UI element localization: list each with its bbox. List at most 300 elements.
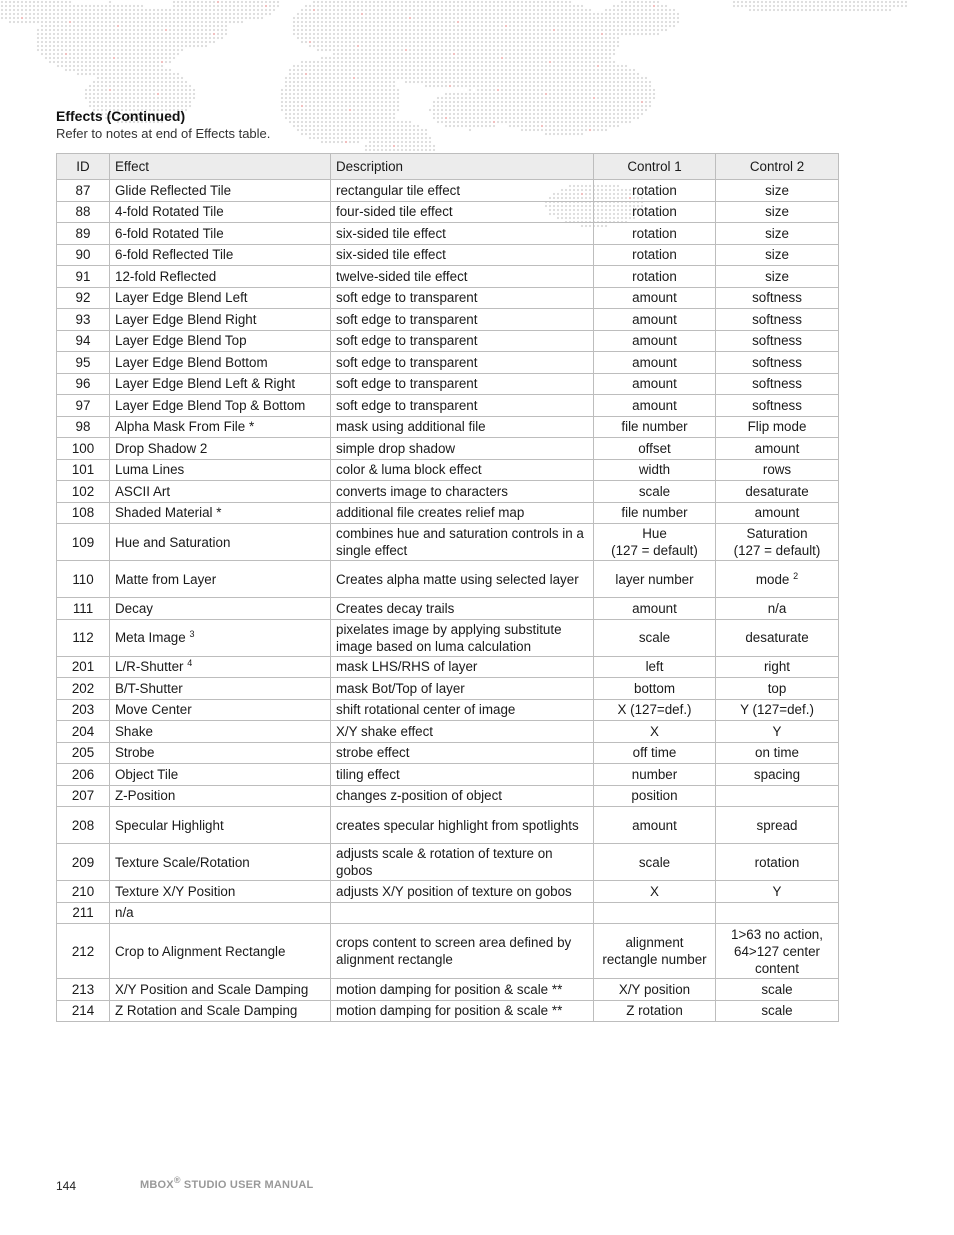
cell-effect-text: Specular Highlight: [115, 817, 224, 833]
cell-effect-text: Shaded Material *: [115, 505, 222, 521]
cell-control-2: [716, 721, 839, 743]
cell-control-1-text: rotation: [632, 225, 677, 241]
cell-id: [57, 678, 110, 700]
cell-control-1: [594, 481, 716, 503]
cell-control-1: [594, 352, 716, 374]
cell-effect: [110, 481, 331, 503]
cell-effect-text: Move Center: [115, 702, 192, 718]
table-row: [57, 924, 839, 979]
cell-effect: [110, 180, 331, 202]
cell-control-1: [594, 438, 716, 460]
table-row: [57, 902, 839, 924]
cell-control-2-text: softness: [752, 376, 802, 392]
cell-control-1-text: width: [638, 462, 671, 478]
table-row: [57, 699, 839, 721]
cell-description-text: soft edge to transparent: [336, 354, 478, 370]
cell-effect-text: 6-fold Reflected Tile: [115, 247, 234, 263]
cell-effect: [110, 844, 331, 881]
cell-control-2-text: scale: [761, 1003, 793, 1019]
cell-control-2-text: softness: [752, 311, 802, 327]
cell-control-2: [716, 619, 839, 656]
cell-control-1-text: scale: [638, 854, 671, 870]
cell-id: [57, 287, 110, 309]
cell-control-1: [594, 785, 716, 807]
cell-description-text: strobe effect: [336, 745, 410, 761]
cell-effect-text: Luma Lines: [115, 462, 185, 478]
cell-control-2: [716, 598, 839, 620]
cell-id: [57, 844, 110, 881]
cell-control-1: [594, 902, 716, 924]
cell-effect-text: Layer Edge Blend Right: [115, 311, 257, 327]
cell-control-2-text: Y: [772, 723, 782, 739]
cell-effect: [110, 373, 331, 395]
cell-description-text: six-sided tile effect: [336, 225, 446, 241]
table-row: [57, 459, 839, 481]
cell-control-1: [594, 201, 716, 223]
page-title: Effects (Continued): [56, 108, 186, 124]
cell-effect: [110, 902, 331, 924]
cell-control-1: [594, 373, 716, 395]
cell-control-2: [716, 244, 839, 266]
cell-effect: [110, 979, 331, 1001]
cell-id-text: 92: [75, 290, 91, 306]
cell-id: [57, 438, 110, 460]
cell-control-2: [716, 416, 839, 438]
cell-id-text: 90: [75, 247, 91, 263]
cell-description-text: X/Y shake effect: [336, 723, 434, 739]
manual-title: [140, 1175, 314, 1191]
cell-control-1-text: layer number: [615, 571, 694, 587]
cell-effect: [110, 502, 331, 524]
table-row: [57, 721, 839, 743]
cell-control-1: [594, 1000, 716, 1022]
cell-id: [57, 619, 110, 656]
cell-control-2: [716, 979, 839, 1001]
cell-control-2: [716, 180, 839, 202]
cell-effect: [110, 721, 331, 743]
cell-control-2-text: spacing: [753, 766, 801, 782]
cell-id: [57, 266, 110, 288]
cell-id-text: 110: [72, 571, 94, 587]
cell-control-1: [594, 330, 716, 352]
cell-control-2-text: size: [765, 268, 789, 284]
cell-control-2-text: size: [765, 204, 789, 220]
table-row: [57, 330, 839, 352]
cell-effect-text: Strobe: [115, 745, 155, 761]
table-header-row: [57, 154, 839, 180]
cell-id-text: 208: [71, 817, 95, 833]
cell-control-2-text: softness: [752, 354, 802, 370]
cell-id-text: 205: [71, 745, 95, 761]
cell-effect-text: Z Rotation and Scale Damping: [115, 1003, 298, 1019]
cell-id: [57, 721, 110, 743]
cell-control-1-text: Z rotation: [626, 1003, 683, 1019]
cell-control-1: [594, 678, 716, 700]
cell-control-2-text: scale: [761, 981, 793, 997]
table-row: [57, 598, 839, 620]
cell-description: [331, 244, 594, 266]
cell-control-1-text: amount: [632, 290, 677, 306]
cell-id: [57, 416, 110, 438]
column-header-control-1: Control 1: [594, 154, 716, 180]
cell-effect: [110, 266, 331, 288]
cell-description: [331, 180, 594, 202]
cell-control-2: [716, 785, 839, 807]
table-row: [57, 764, 839, 786]
cell-id-text: 112: [72, 630, 94, 645]
manual-brand: MBOX: [140, 1179, 174, 1191]
cell-control-1: [594, 598, 716, 620]
cell-effect-text: Hue and Saturation: [115, 534, 231, 550]
cell-control-1-text: amount: [632, 333, 677, 349]
cell-description-text: shift rotational center of image: [336, 702, 516, 718]
cell-description-text: mask LHS/RHS of layer: [336, 659, 478, 675]
cell-control-2-text: softness: [752, 290, 802, 306]
table-row: [57, 1000, 839, 1022]
cell-id-text: 102: [71, 483, 95, 499]
cell-description: [331, 924, 594, 979]
cell-description: [331, 807, 594, 844]
cell-control-2: [716, 502, 839, 524]
cell-id-text: 214: [71, 1003, 95, 1019]
cell-control-2: [716, 330, 839, 352]
cell-description: [331, 764, 594, 786]
cell-description-text: additional file creates relief map: [336, 505, 525, 521]
cell-control-2-text: size: [765, 182, 789, 198]
cell-control-1-text: amount: [632, 354, 677, 370]
cell-description-text: changes z-position of object: [336, 788, 502, 804]
cell-control-2: [716, 524, 839, 561]
cell-description: [331, 459, 594, 481]
cell-id-text: 203: [71, 702, 95, 718]
cell-id: [57, 524, 110, 561]
cell-control-1: [594, 287, 716, 309]
cell-control-2: [716, 395, 839, 417]
cell-id-text: 202: [71, 680, 95, 696]
table-row: [57, 223, 839, 245]
cell-id-text: 212: [71, 943, 95, 959]
cell-id: [57, 742, 110, 764]
cell-id-text: 210: [71, 883, 95, 899]
cell-control-2: [716, 561, 839, 598]
cell-control-2: [716, 438, 839, 460]
cell-id-text: 91: [75, 268, 91, 284]
cell-effect-text: L/R-Shutter: [115, 659, 184, 675]
cell-control-2-text: top: [767, 680, 787, 696]
cell-effect-text: B/T-Shutter: [115, 680, 183, 696]
cell-control-1-text: amount: [632, 311, 677, 327]
cell-description-text: soft edge to transparent: [336, 397, 478, 413]
table-row: [57, 201, 839, 223]
cell-description-text: soft edge to transparent: [336, 290, 478, 306]
cell-control-2-text: size: [765, 225, 789, 241]
cell-control-1-text: left: [645, 659, 664, 675]
cell-control-2: [716, 924, 839, 979]
cell-control-2-text: spread: [756, 817, 798, 833]
cell-effect: [110, 459, 331, 481]
cell-id: [57, 502, 110, 524]
table-row: [57, 481, 839, 503]
cell-control-1-text: X (127=def.): [617, 702, 692, 718]
cell-effect: [110, 678, 331, 700]
table-row: [57, 502, 839, 524]
cell-effect-text: Z-Position: [115, 788, 176, 804]
cell-description-text: tiling effect: [336, 766, 400, 782]
table-row: [57, 785, 839, 807]
table-row: [57, 244, 839, 266]
cell-description-text: adjusts X/Y position of texture on gobos: [336, 883, 572, 899]
cell-id-text: 87: [75, 182, 91, 198]
cell-description: [331, 438, 594, 460]
cell-description-text: mask Bot/Top of layer: [336, 680, 465, 696]
cell-control-1: [594, 764, 716, 786]
cell-id: [57, 598, 110, 620]
cell-effect: [110, 330, 331, 352]
cell-control-1-text: position: [631, 788, 678, 804]
cell-effect: [110, 223, 331, 245]
table-row: [57, 979, 839, 1001]
table-row: [57, 524, 839, 561]
cell-control-1: [594, 266, 716, 288]
cell-control-1-text: scale: [638, 483, 671, 499]
cell-control-2-text: Saturation: [746, 526, 808, 541]
cell-effect-text: Layer Edge Blend Left & Right: [115, 376, 296, 392]
cell-effect: [110, 699, 331, 721]
cell-effect: [110, 524, 331, 561]
cell-description-text: motion damping for position & scale **: [336, 1003, 563, 1019]
cell-effect: [110, 395, 331, 417]
cell-id: [57, 699, 110, 721]
cell-control-1-text: alignment rectangle number: [602, 935, 707, 967]
cell-effect-text: n/a: [115, 905, 134, 921]
cell-id: [57, 764, 110, 786]
cell-id: [57, 244, 110, 266]
table-row: [57, 373, 839, 395]
cell-id: [57, 330, 110, 352]
cell-effect: [110, 742, 331, 764]
cell-description: [331, 561, 594, 598]
cell-id-text: 95: [75, 354, 91, 370]
cell-effect: [110, 881, 331, 903]
cell-effect-text: 4-fold Rotated Tile: [115, 204, 224, 220]
cell-control-1: [594, 416, 716, 438]
footnote-marker: 4: [187, 658, 193, 669]
cell-control-2: [716, 844, 839, 881]
manual-title-rest: STUDIO USER MANUAL: [180, 1179, 314, 1191]
cell-control-1: [594, 656, 716, 678]
page-subtitle: Refer to notes at end of Effects table.: [56, 126, 271, 141]
cell-description: [331, 742, 594, 764]
cell-effect-text: Layer Edge Blend Top & Bottom: [115, 397, 306, 413]
cell-control-2-text: rows: [762, 462, 792, 478]
table-row: [57, 881, 839, 903]
cell-id-text: 206: [71, 766, 95, 782]
cell-id: [57, 395, 110, 417]
cell-description-text: soft edge to transparent: [336, 311, 478, 327]
cell-description-text: crops content to screen area defined by alignment rectangle: [336, 935, 572, 967]
cell-description: [331, 481, 594, 503]
cell-effect: [110, 785, 331, 807]
table-row: [57, 561, 839, 598]
cell-description-text: mask using additional file: [336, 419, 486, 435]
cell-control-1-text: rotation: [632, 182, 677, 198]
cell-control-2-subtext: (127 = default): [733, 543, 821, 558]
cell-effect-text: Decay: [115, 600, 153, 616]
cell-control-1-subtext: (127 = default): [611, 543, 698, 558]
cell-control-2: [716, 1000, 839, 1022]
cell-control-1: [594, 742, 716, 764]
cell-control-1-text: off time: [632, 745, 677, 761]
cell-description-text: soft edge to transparent: [336, 376, 478, 392]
cell-effect: [110, 244, 331, 266]
cell-effect-text: ASCII Art: [115, 483, 171, 499]
cell-description-text: pixelates image by applying substitute image based on luma calculation: [336, 621, 562, 654]
cell-control-1-text: number: [631, 766, 678, 782]
cell-effect: [110, 807, 331, 844]
table-row: [57, 266, 839, 288]
cell-effect: [110, 309, 331, 331]
cell-id: [57, 807, 110, 844]
cell-control-2: [716, 352, 839, 374]
cell-control-2: [716, 807, 839, 844]
cell-control-2: [716, 459, 839, 481]
cell-control-1-text: rotation: [632, 247, 677, 263]
cell-description: [331, 656, 594, 678]
cell-control-2-text: n/a: [767, 600, 787, 616]
cell-effect: [110, 619, 331, 656]
cell-effect-text: Alpha Mask From File *: [115, 419, 255, 435]
cell-id-text: 101: [71, 462, 95, 478]
cell-control-1-text: X: [650, 723, 659, 739]
cell-description: [331, 287, 594, 309]
cell-control-2-text: softness: [752, 333, 802, 349]
cell-control-2: [716, 481, 839, 503]
cell-effect-text: Texture X/Y Position: [115, 883, 236, 899]
cell-id: [57, 201, 110, 223]
cell-description: [331, 266, 594, 288]
cell-description-text: creates specular highlight from spotlights: [336, 817, 579, 833]
cell-control-1: [594, 244, 716, 266]
cell-control-2-text: size: [765, 247, 789, 263]
cell-control-1-text: amount: [632, 600, 677, 616]
cell-id: [57, 459, 110, 481]
cell-id-text: 111: [72, 600, 94, 616]
cell-control-1: [594, 502, 716, 524]
cell-id-text: 213: [71, 981, 95, 997]
cell-description: [331, 785, 594, 807]
cell-id-text: 89: [75, 225, 91, 241]
cell-id: [57, 223, 110, 245]
cell-control-2: [716, 373, 839, 395]
cell-control-1: [594, 459, 716, 481]
cell-control-1: [594, 395, 716, 417]
cell-control-1-text: amount: [632, 817, 677, 833]
cell-effect: [110, 598, 331, 620]
cell-effect-text: Meta Image: [115, 630, 186, 645]
cell-effect: [110, 416, 331, 438]
cell-control-2-text: Y (127=def.): [740, 702, 814, 718]
cell-description-text: four-sided tile effect: [336, 204, 453, 220]
cell-control-1: [594, 180, 716, 202]
cell-control-2: [716, 309, 839, 331]
cell-effect-text: Layer Edge Blend Top: [115, 333, 247, 349]
cell-effect: [110, 287, 331, 309]
table-row: [57, 416, 839, 438]
cell-description: [331, 678, 594, 700]
cell-control-1-text: file number: [621, 419, 688, 435]
cell-control-1: [594, 881, 716, 903]
cell-control-1-text: offset: [638, 440, 671, 456]
cell-control-2-text: right: [763, 659, 791, 675]
table-row: [57, 309, 839, 331]
table-row: [57, 844, 839, 881]
cell-id-text: 93: [75, 311, 91, 327]
cell-control-1-text: scale: [638, 630, 671, 645]
cell-id: [57, 785, 110, 807]
cell-description-text: Creates alpha matte using selected layer: [336, 571, 579, 587]
cell-id-text: 207: [71, 788, 95, 804]
cell-description: [331, 395, 594, 417]
cell-control-2-text: on time: [755, 745, 799, 761]
cell-id: [57, 924, 110, 979]
cell-description-text: simple drop shadow: [336, 440, 456, 456]
column-header-effect: Effect: [110, 154, 331, 180]
cell-description-text: combines hue and saturation controls in a single effect: [336, 526, 584, 558]
cell-control-2-text: amount: [754, 440, 800, 456]
cell-effect: [110, 561, 331, 598]
cell-control-1: [594, 699, 716, 721]
cell-effect: [110, 764, 331, 786]
cell-effect: [110, 1000, 331, 1022]
cell-description-text: Creates decay trails: [336, 600, 455, 616]
cell-description: [331, 201, 594, 223]
effects-table: [56, 153, 839, 1022]
cell-control-1: [594, 924, 716, 979]
cell-id: [57, 352, 110, 374]
cell-effect: [110, 201, 331, 223]
cell-control-1: [594, 721, 716, 743]
cell-description: [331, 330, 594, 352]
cell-control-1: [594, 844, 716, 881]
cell-control-1: [594, 807, 716, 844]
table-row: [57, 742, 839, 764]
cell-control-2-text: amount: [754, 505, 800, 521]
cell-description: [331, 881, 594, 903]
cell-effect-text: 12-fold Reflected: [115, 268, 217, 284]
cell-control-1: [594, 619, 716, 656]
cell-description: [331, 598, 594, 620]
cell-description: [331, 373, 594, 395]
cell-control-2-text: softness: [752, 397, 802, 413]
cell-effect-text: Glide Reflected Tile: [115, 182, 232, 198]
cell-id-text: 100: [71, 440, 95, 456]
section-heading: [56, 107, 270, 142]
cell-id: [57, 561, 110, 598]
page-number: 144: [56, 1179, 77, 1193]
cell-effect-text: 6-fold Rotated Tile: [115, 225, 224, 241]
registered-mark: ®: [173, 1175, 181, 1185]
cell-description: [331, 502, 594, 524]
table-row: [57, 180, 839, 202]
footnote-marker: 3: [189, 629, 195, 639]
cell-description-text: converts image to characters: [336, 483, 508, 499]
cell-description-text: color & luma block effect: [336, 462, 482, 478]
table-row: [57, 656, 839, 678]
cell-id-text: 201: [71, 659, 95, 675]
cell-id-text: 211: [72, 905, 94, 921]
cell-id: [57, 481, 110, 503]
cell-control-1-text: file number: [621, 505, 688, 521]
